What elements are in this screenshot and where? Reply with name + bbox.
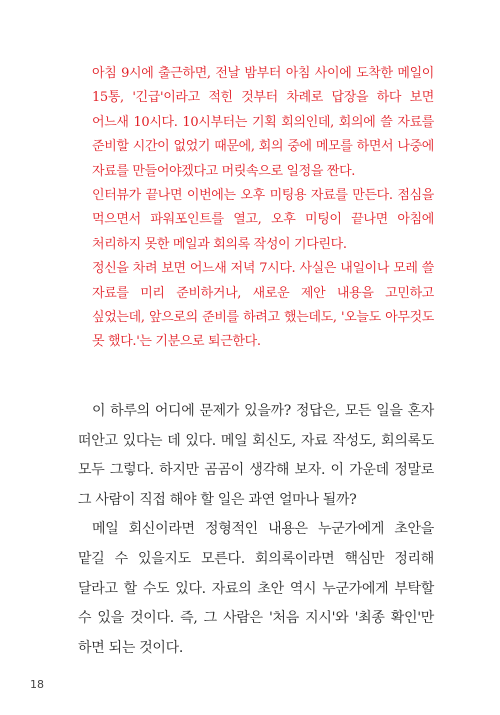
body-text — [78, 397, 434, 663]
excerpt-paragraph-3: 정신을 차려 보면 어느새 저녁 7시다. 사실은 내일이나 모레 쓸 자료를 미리 준비하거나, 새로운 제안 내용을 고민하고 싶었는데, 앞으로의 준비를 하려고 했는데도, '오늘도 아무것도 못 했다.'는 기분으로 퇴근한다. — [92, 261, 434, 350]
page-number: 18 — [30, 678, 44, 691]
excerpt-paragraph-2: 인터뷰가 끝나면 이번에는 오후 미팅용 자료를 만든다. 점심을 먹으면서 파워포인트를 열고, 오후 미팅이 끝나면 아침에 처리하지 못한 메일과 회의록 작성이 기다린다. — [92, 188, 434, 252]
excerpt-paragraph-1: 아침 9시에 출근하면, 전날 밤부터 아침 사이에 도착한 메일이 15통, '긴급'이라고 적힌 것부터 차례로 답장을 하다 보면 어느새 10시다. 10시부터는 기획 회의인데, 회의에 쓸 자료를 준비할 시간이 없었기 때문에, 회의 중에 메모를 하면서 나중에 자료를 만들어야겠다고 머릿속으로 일정을 짠다. — [92, 66, 434, 179]
body-paragraph-2: 메일 회신이라면 정형적인 내용은 누군가에게 초안을 맡길 수 있을지도 모른다. 회의록이라면 핵심만 정리해 달라고 할 수도 있다. 자료의 초안 역시 누군가에게 부탁할 수 있을 것이다. 즉, 그 사람은 '처음 지시'와 '최종 확인'만 하면 되는 것이다. — [78, 521, 434, 656]
body-paragraph-1: 이 하루의 어디에 문제가 있을까? 정답은, 모든 일을 혼자 떠안고 있다는 데 있다. 메일 회신도, 자료 작성도, 회의록도 모두 그렇다. 하지만 곰곰이 생각해 보자. 이 가운데 정말로 그 사람이 직접 해야 할 일은 과연 얼마나 될까? — [78, 403, 434, 508]
highlighted-excerpt — [92, 62, 434, 355]
